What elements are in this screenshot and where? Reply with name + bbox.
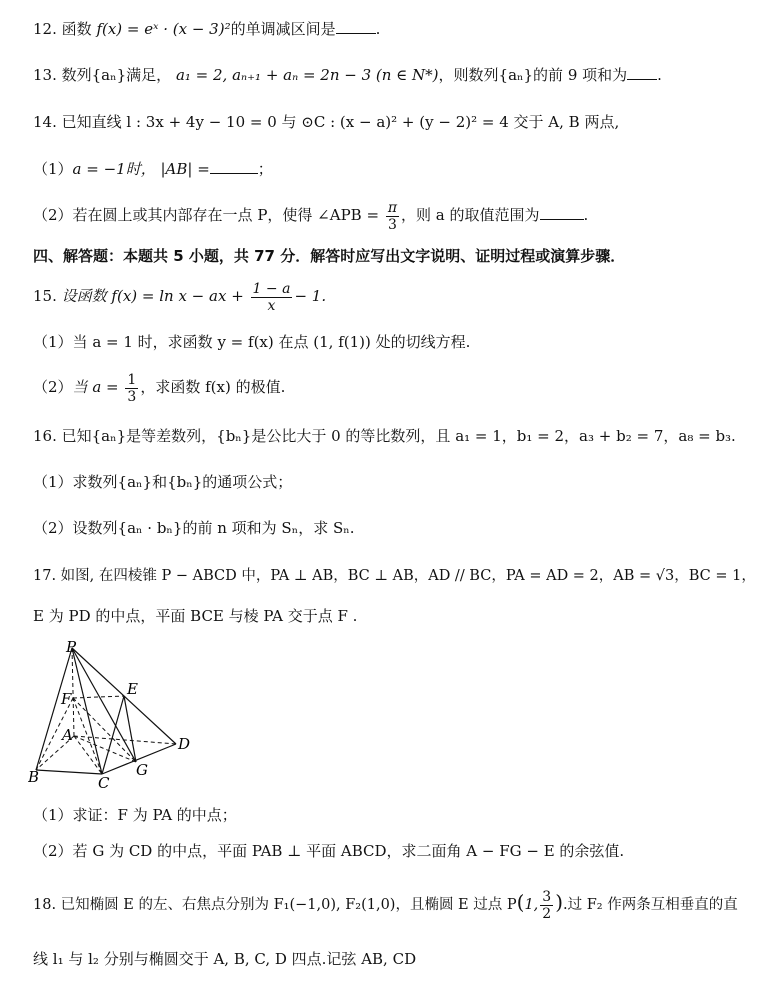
edge-PC	[72, 648, 102, 774]
question-14-part-2: （2）若在圆上或其内部存在一点 P，使得 ∠APB = $\frac{\pi}{3}$ ，则 a 的取值范围为 .	[33, 199, 589, 233]
question-14: 14. 已知直线 l : 3x + 4y − 10 = 0 与 ⊙C : (x − a)² + (y − 2)² = 4 交于 A, B 两点,	[33, 113, 620, 131]
fraction: $\frac{3}{2}$	[542, 888, 552, 922]
label-D: D	[178, 735, 191, 753]
answer-blank	[210, 159, 258, 174]
edge-BC	[36, 770, 102, 774]
pyramid-figure	[28, 638, 198, 788]
question-15: 15. 设函数 f(x) = ln x − ax + $\frac{1 - a}{x}$ − 1.	[33, 280, 327, 314]
edge-PB	[36, 648, 72, 770]
label-A: A	[62, 726, 73, 744]
label-G: G	[136, 761, 148, 779]
question-15-part-1: （1）当 a = 1 时，求函数 y = f(x) 在点 (1, f(1)) 处的切线方程.	[33, 333, 471, 351]
question-12: 12. 函数 f(x) = eˣ · (x − 3)²的单调减区间是 .	[33, 20, 381, 38]
answer-blank	[336, 19, 376, 34]
label-C: C	[98, 774, 110, 788]
label-P: P	[66, 638, 77, 656]
label-E: E	[127, 680, 138, 698]
edge-PG	[72, 648, 136, 762]
question-13: 13. 数列{aₙ}满足， a₁ = 2, aₙ₊₁ + aₙ = 2n − 3 (n ∈ N*)，则数列{aₙ}的前 9 项和为 .	[33, 66, 662, 84]
section-heading: 四、解答题：本题共 5 小题，共 77 分．解答时应写出文字说明、证明过程或演算步骤．	[33, 247, 626, 265]
question-15-part-2: （2）当 a = $\frac{1}{3}$ ，求函数 f(x) 的极值.	[33, 371, 286, 405]
question-17-part-2: （2）若 G 为 CD 的中点，平面 PAB ⊥ 平面 ABCD，求二面角 A − FG − E 的余弦值.	[33, 842, 625, 860]
label-F: F	[61, 690, 72, 708]
fraction: $\frac{1 - a}{x}$	[252, 280, 291, 314]
question-18-line-2: 线 l₁ 与 l₂ 分别与椭圆交于 A, B, C, D 四点.记弦 AB, CD	[33, 950, 417, 968]
question-17-line-2: E 为 PD 的中点，平面 BCE 与棱 PA 交于点 F .	[33, 607, 358, 625]
question-16-part-1: （1）求数列{aₙ}和{bₙ}的通项公式；	[33, 473, 293, 491]
label-B: B	[28, 768, 40, 786]
question-16: 16. 已知{aₙ}是等差数列，{bₙ}是公比大于 0 的等比数列，且 a₁ = 1，b₁ = 2，a₃ + b₂ = 7，a₈ = b₃.	[33, 427, 736, 445]
fraction: $\frac{1}{3}$	[127, 371, 137, 405]
question-17: 17. 如图, 在四棱锥 P − ABCD 中，PA ⊥ AB，BC ⊥ AB，AD // BC，PA = AD = 2，AB = √3，BC = 1，	[33, 568, 756, 584]
fraction: $\frac{\pi}{3}$	[387, 199, 398, 233]
answer-blank	[627, 65, 657, 80]
question-16-part-2: （2）设数列{aₙ · bₙ}的前 n 项和为 Sₙ，求 Sₙ.	[33, 519, 355, 537]
question-14-part-1: （1）a = −1时， |AB| = ；	[33, 160, 273, 178]
question-18: 18. 已知椭圆 E 的左、右焦点分别为 F₁(−1,0), F₂(1,0)，且椭圆 E 过点 P(1, $\frac{3}{2}$ ).过 F₂ 作两条互相垂直的直	[33, 888, 738, 922]
answer-blank	[540, 205, 584, 220]
edge-PA	[72, 648, 74, 736]
question-17-part-1: （1）求证：F 为 PA 的中点；	[33, 806, 237, 824]
